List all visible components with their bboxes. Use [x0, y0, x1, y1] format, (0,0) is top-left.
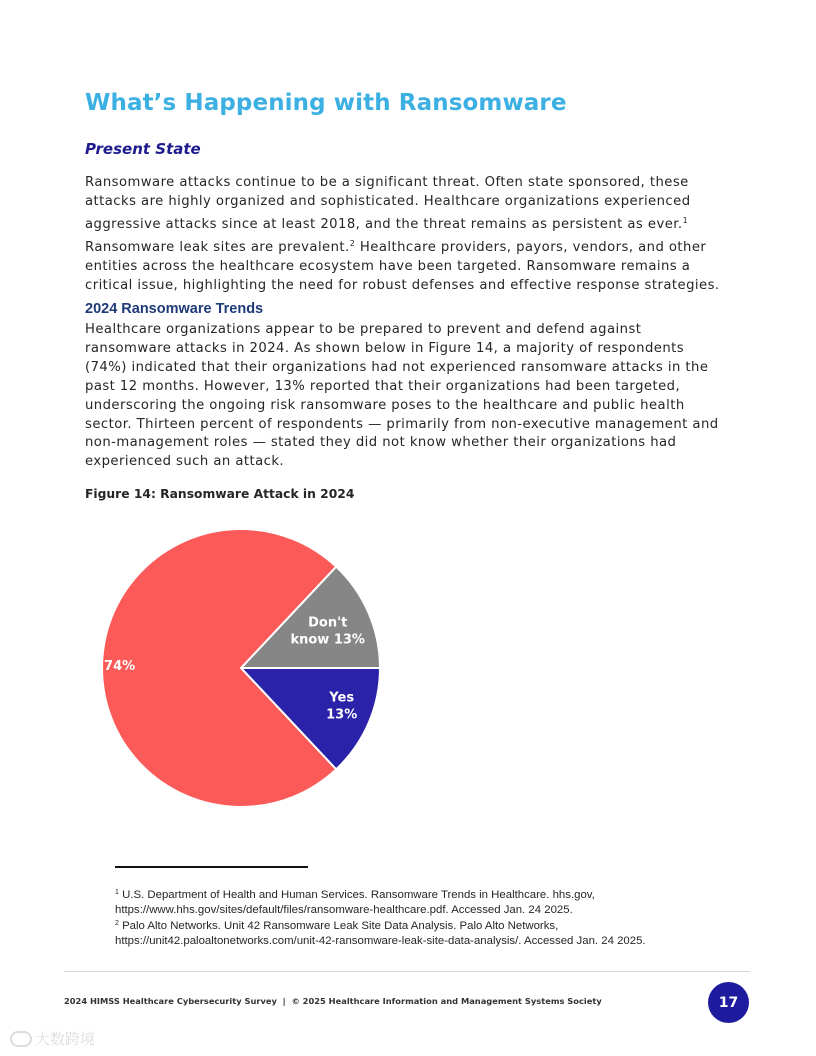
- trends-heading: 2024 Ransomware Trends: [85, 301, 264, 317]
- footnote-1-number: 1: [115, 889, 119, 896]
- figure-caption: Figure 14: Ransomware Attack in 2024: [85, 487, 355, 501]
- footnote-ref-2[interactable]: 2: [349, 238, 356, 248]
- page-number-badge: 17: [708, 982, 749, 1023]
- footnote-2-text: Palo Alto Networks. Unit 42 Ransomware Leak Site Data Analysis. Palo Alto Networks, https://unit42.paloaltonetworks.com/unit-42-ransomware-leak-site-data-analysis/. Accessed Jan. 24 2025.: [115, 920, 646, 947]
- footnote-2-number: 2: [115, 920, 119, 928]
- footer-text: 2024 HIMSS Healthcare Cybersecurity Survey | © 2025 Healthcare Information and Management Systems Society: [64, 996, 602, 1006]
- pie-label-don-t-know: Don't know 13%: [290, 615, 365, 648]
- ransomware-pie-chart: [79, 515, 400, 815]
- footnote-2: [115, 917, 690, 948]
- watermark: [10, 1028, 95, 1049]
- footnotes: [115, 886, 690, 948]
- footer-divider: [64, 971, 750, 972]
- intro-text-b: Ransomware leak sites are prevalent.: [85, 239, 350, 255]
- page-title: What’s Happening with Ransomware: [85, 90, 567, 116]
- trends-paragraph: Healthcare organizations appear to be prepared to prevent and defend against ransomware attacks in 2024. As shown below in Figure 14, a majority of respondents (74%) indicated that their organizations had not experienced ransomware attacks in the past 12 months. However, 13% reported that their organizations had been targeted, underscoring the ongoing risk ransomware poses to the healthcare and public health sector. Thirteen percent of respondents — primarily from non-executive management and non-management roles — stated they did not know whether their organizations had experienced such an attack.: [85, 322, 719, 470]
- pie-label-no: No 74%: [79, 659, 136, 674]
- footnote-1-text: U.S. Department of Health and Human Services. Ransomware Trends in Healthcare. hhs.gov, https://www.hhs.gov/sites/default/files/ransomware-healthcare.pdf. Accessed Jan. 24 2025.: [115, 889, 595, 916]
- intro-text-c: Healthcare providers, payors, vendors, and other entities across the healthcare ecosystem have been targeted. Ransomware remains a critical issue, highlighting the need for robust defenses and effective response strategies.: [85, 239, 720, 293]
- footnote-1: [115, 886, 690, 917]
- watermark-text: 大数跨境: [35, 1030, 96, 1048]
- footnote-divider: [115, 866, 308, 868]
- section-heading-present-state: Present State: [85, 140, 201, 158]
- pie-label-yes: Yes 13%: [326, 690, 358, 723]
- footnote-ref-1[interactable]: 1: [682, 215, 689, 225]
- intro-text-a: Ransomware attacks continue to be a significant threat. Often state sponsored, these attacks are highly organized and sophisticated. Healthcare organizations experienced aggressive attacks since at least 2018, and the threat remains as persistent as ever.: [85, 175, 691, 232]
- intro-paragraph: [85, 174, 730, 295]
- watermark-logo-icon: [10, 1031, 32, 1047]
